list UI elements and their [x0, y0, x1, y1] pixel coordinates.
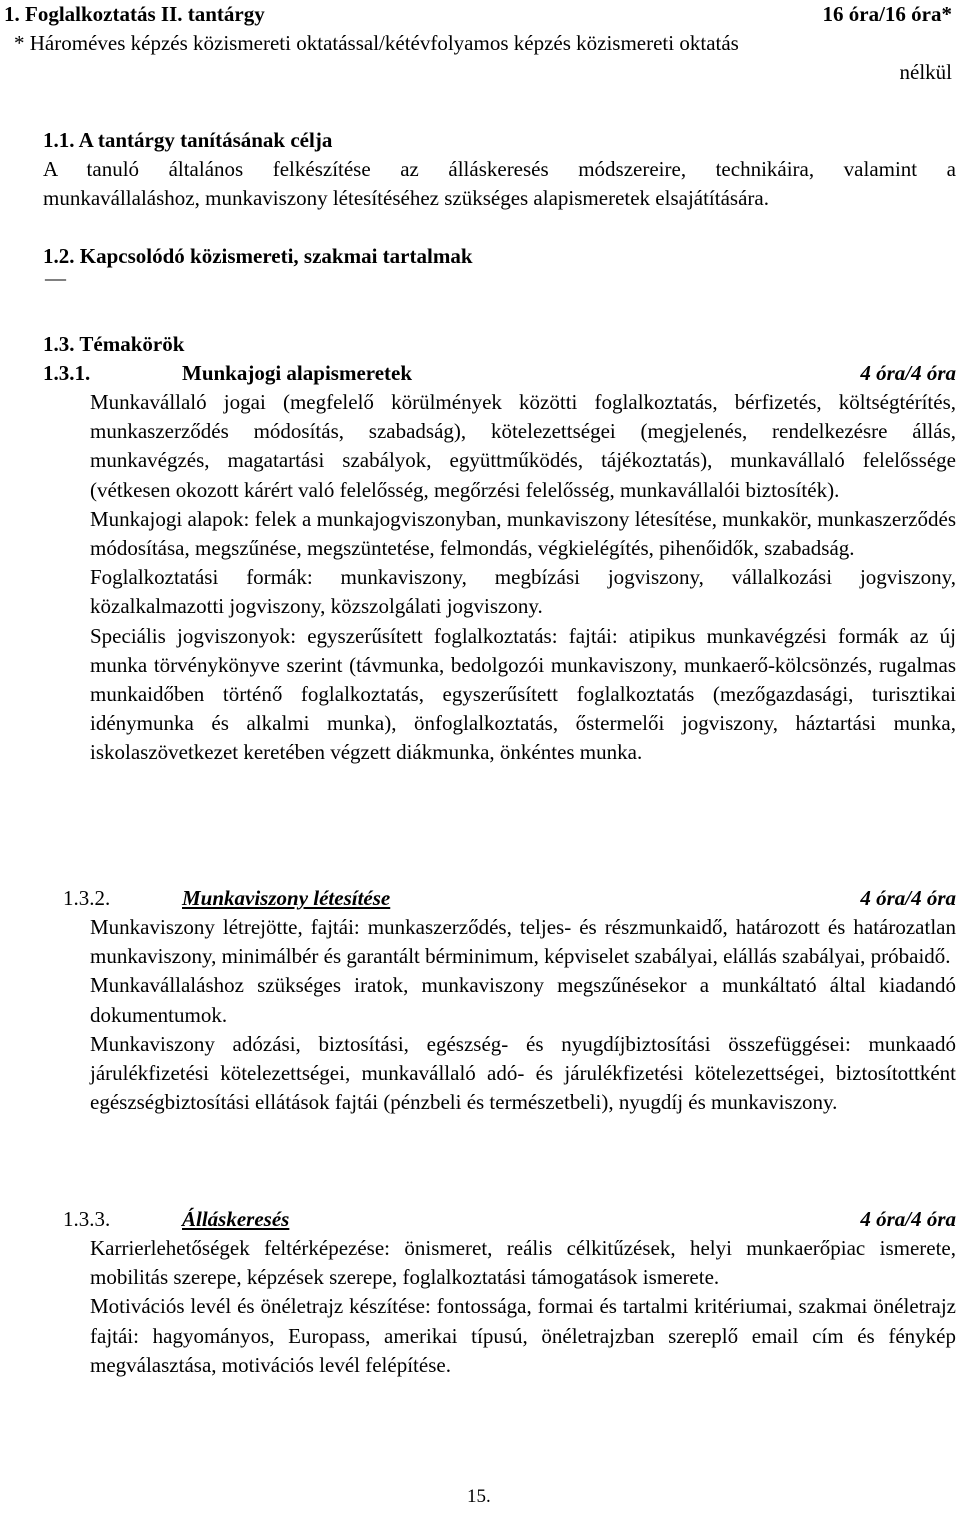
topic-2-header: [63, 884, 956, 914]
document-hours: 16 óra/16 óra*: [822, 2, 952, 26]
topic-2-body: [90, 913, 956, 1117]
topic-2-number: 1.3.2.: [63, 886, 111, 910]
section-1-1-line2: munkavállaláshoz, munkaviszony létesítéséhez szükséges alapismeretek elsajátítására.: [43, 186, 769, 210]
document-title: 1. Foglalkoztatás II. tantárgy: [4, 2, 265, 26]
topic-2-paragraph: Munkaviszony adózási, biztosítási, egészség- és nyugdíjbiztosítási összefüggései: munkaadó járulékfizetési kötelezettségei, munkavállaló adó- és járulékfizetési kötelezettségei, biztosítottként egészségbiztosítási ellátások fajtái (pénzbeli és természetbeli), nyugdíj és munkaviszony.: [90, 1031, 956, 1115]
topic-1-paragraph: Speciális jogviszonyok: egyszerűsített foglalkoztatás: fajtái: atipikus munkavégzési formák az új munka törvénykönyve szerint (távmunka, bedolgozói munkaviszony, munkaerő-kölcsönzés, rugalmas munkaidőben történő foglalkoztatás, egyszerűsített foglalkoztatás (mezőgazdasági, turisztikai idénymunka és alkalmi munka), önfoglalkoztatás, őstermelői jogviszony, háztartási munka, iskolaszövetkezet keretében végzett diákmunka, önkéntes munka.: [90, 623, 956, 765]
topic-1-header: [43, 359, 956, 389]
section-1-2-heading: 1.2. Kapcsolódó közismereti, szakmai tartalmak: [43, 244, 473, 268]
topic-3-body: [90, 1234, 956, 1380]
topic-3-hours: 4 óra/4 óra: [860, 1207, 956, 1231]
page-number: 15.: [467, 1486, 491, 1507]
topic-1-number: 1.3.1.: [43, 361, 91, 385]
topic-3-paragraph: Motivációs levél és önéletrajz készítése: fontossága, formai és tartalmi kritériumai, szakmai önéletrajz fajtái: hagyományos, Europass, amerikai típusú, önéletrajzban szereplő email cím és fénykép megválasztása, motivációs levél felépítése.: [90, 1294, 956, 1377]
topic-1-paragraph: Munkavállaló jogai (megfelelő körülmények közötti foglalkoztatás, bérfizetés, költségtérítés, munkaszerződés módosítás, szabadság), kötelezettségei (megjelenés, rendelkezésre állás, munkavégzés, magatartási szabályok, együttműködés, tájékoztatás), munkavállaló felelőssége (vétkesen okozott kárért való felelősség, megőrzési felelősség, munkavállalói biztosíték).: [90, 390, 956, 502]
topic-3-paragraph: Karrierlehetőségek feltérképezése: önismeret, reális célkitűzések, helyi munkaerőpiac ismerete, mobilitás szerepe, képzések szerepe, foglalkoztatási támogatások ismerete.: [90, 1236, 956, 1290]
section-1-2-dash: —: [45, 266, 66, 290]
topic-1-hours: 4 óra/4 óra: [860, 361, 956, 385]
topic-3-title: Álláskeresés: [182, 1207, 290, 1231]
section-1-3-heading: 1.3. Témakörök: [43, 332, 185, 356]
topic-2-paragraph: Munkaviszony létrejötte, fajtái: munkaszerződés, teljes- és részmunkaidő, határozott és határozatlan munkaviszony, minimálbér és garantált bérminimum, képviselet szabályai, elállás szabályai, próbaidő.: [90, 915, 956, 969]
topic-1-title: Munkajogi alapismeretek: [182, 361, 413, 385]
header-note-line2: nélkül: [899, 60, 952, 84]
topic-3-number: 1.3.3.: [63, 1207, 111, 1231]
topic-1-body: [90, 388, 956, 768]
header-note-line1: * Hároméves képzés közismereti oktatással/kétévfolyamos képzés közismereti oktatás: [14, 31, 739, 55]
topic-3-header: [63, 1205, 956, 1235]
topic-2-title: Munkaviszony létesítése: [182, 886, 391, 910]
topic-2-hours: 4 óra/4 óra: [860, 886, 956, 910]
topic-1-paragraph: Foglalkoztatási formák: munkaviszony, megbízási jogviszony, vállalkozási jogviszony, közalkalmazotti jogviszony, közszolgálati jogviszony.: [90, 565, 956, 619]
section-1-1-line1: A tanuló általános felkészítése az álláskeresés módszereire, technikáira, valamint a: [43, 157, 956, 181]
topic-1-paragraph: Munkajogi alapok: felek a munkajogviszonyban, munkaviszony létesítése, munkakör, munkaszerződés módosítása, megszűnése, megszüntetése, felmondás, végkielégítés, pihenőidők, szabadság.: [90, 506, 956, 561]
topic-2-paragraph: Munkavállaláshoz szükséges iratok, munkaviszony megszűnésekor a munkáltató által kiadandó dokumentumok.: [90, 973, 956, 1027]
section-1-1-heading: 1.1. A tantárgy tanításának célja: [43, 128, 333, 152]
